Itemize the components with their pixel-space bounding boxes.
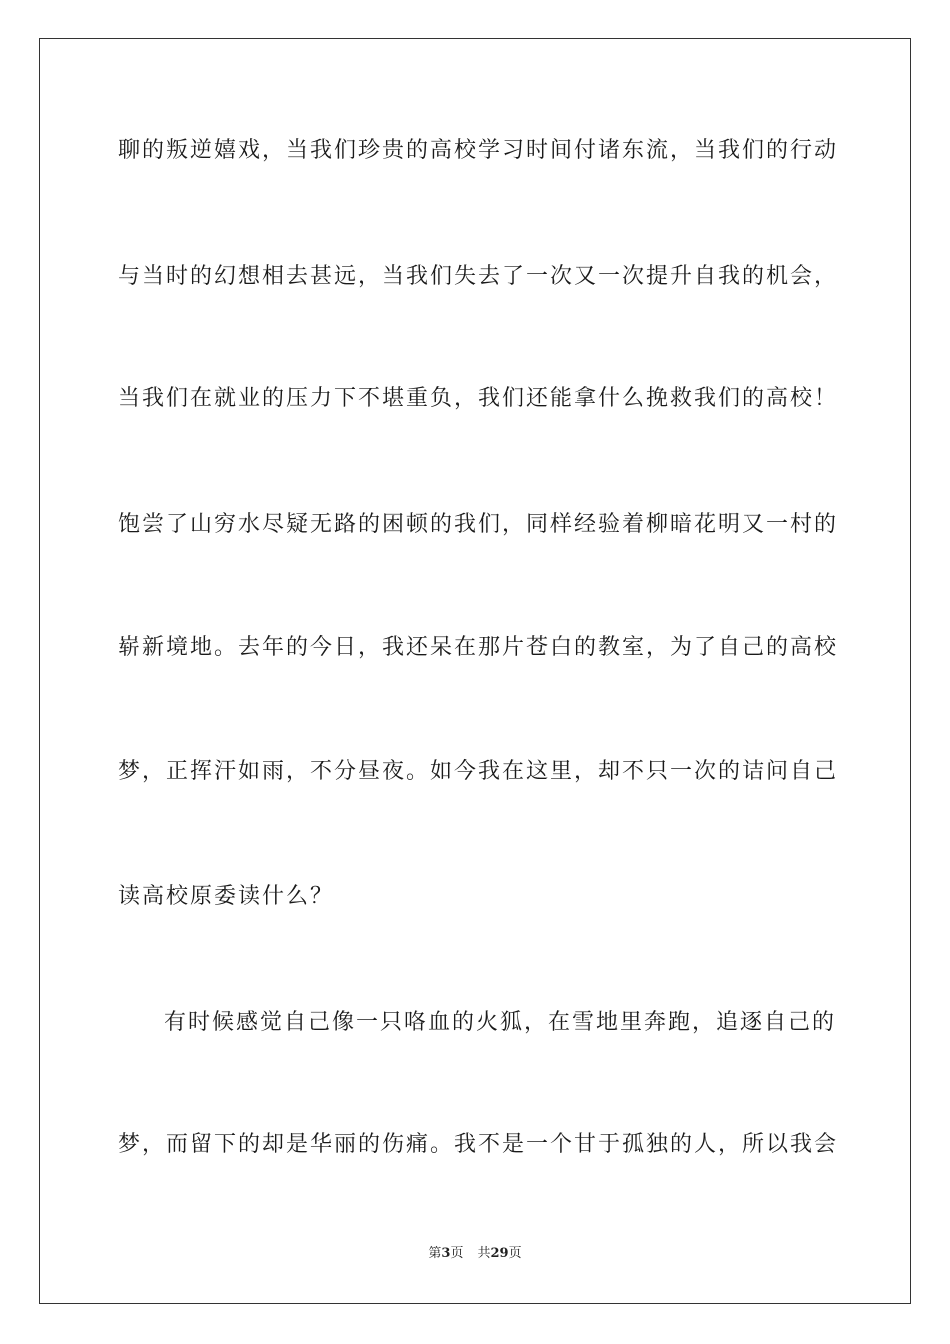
total-suffix: 页 xyxy=(508,1246,522,1261)
text-line-2: 与当时的幻想相去甚远，当我们失去了一次又一次提升自我的机会， xyxy=(118,264,839,289)
page-total: 29 xyxy=(490,1246,509,1261)
text-line-7: 读高校原委读什么？ xyxy=(118,884,335,909)
text-line-9: 梦，而留下的却是华丽的伤痛。我不是一个甘于孤独的人，所以我会 xyxy=(118,1132,839,1157)
text-line-8: 有时候感觉自己像一只咯血的火狐，在雪地里奔跑，追逐自己的 xyxy=(164,1010,837,1035)
text-line-4: 饱尝了山穷水尽疑无路的困顿的我们，同样经验着柳暗花明又一村的 xyxy=(118,512,839,537)
page-prefix: 第 xyxy=(428,1246,442,1261)
text-line-6: 梦，正挥汗如雨，不分昼夜。如今我在这里，却不只一次的诘问自己 xyxy=(118,759,839,784)
text-line-3: 当我们在就业的压力下不堪重负，我们还能拿什么挽救我们的高校！ xyxy=(118,386,839,411)
page-number: 3 xyxy=(441,1246,451,1261)
text-line-1: 聊的叛逆嬉戏，当我们珍贵的高校学习时间付诸东流，当我们的行动 xyxy=(118,138,839,163)
text-line-5: 崭新境地。去年的今日，我还呆在那片苍白的教室，为了自己的高校 xyxy=(118,635,839,660)
page-footer xyxy=(0,1245,950,1263)
page-suffix: 页 xyxy=(450,1246,464,1261)
total-prefix: 共 xyxy=(477,1246,491,1261)
page-frame xyxy=(39,38,911,1304)
